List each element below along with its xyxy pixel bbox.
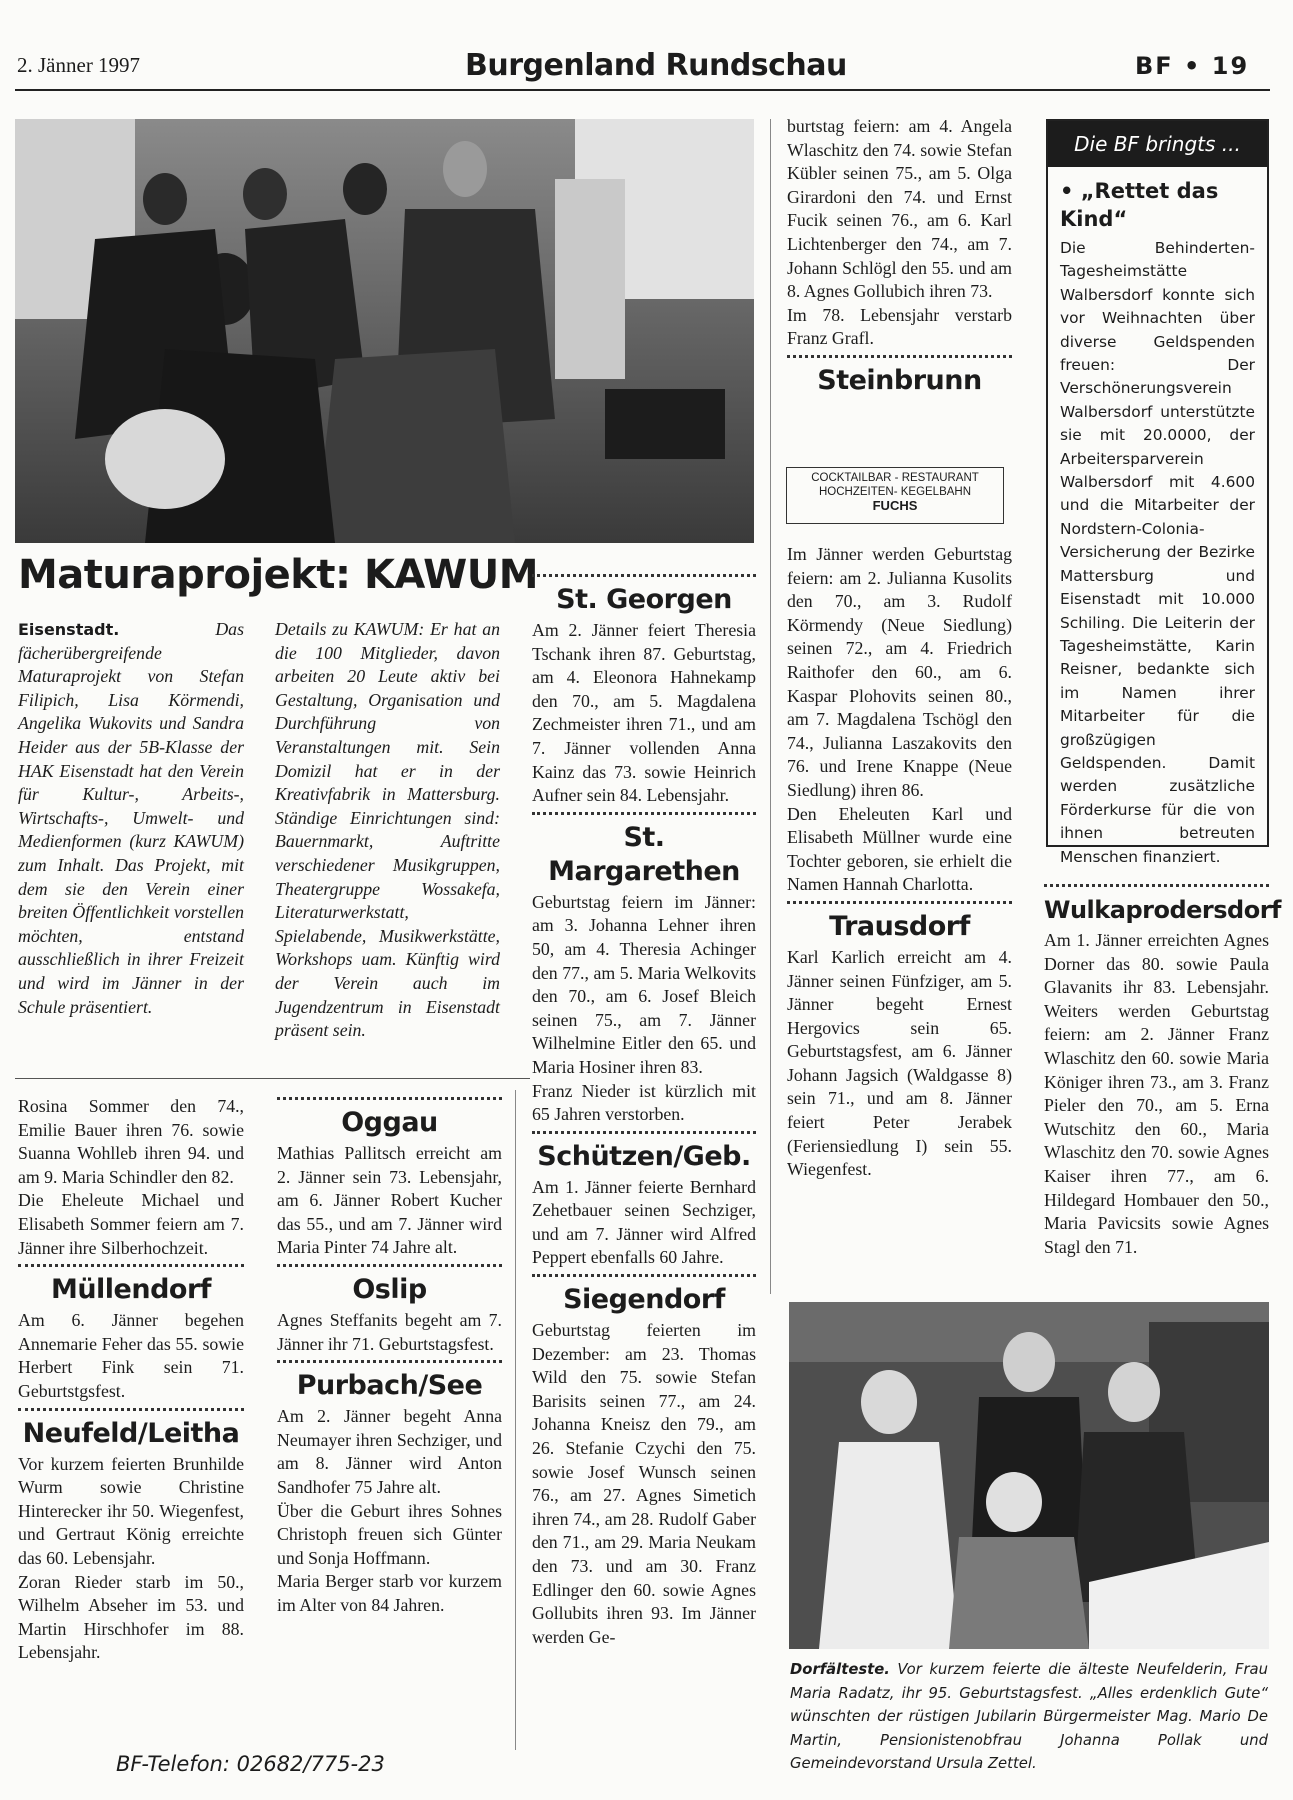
muellendorf-text: Am 6. Jänner begehen Annemarie Feher das 55. sowie Herbert Fink sein 71. Geburtstgsfest.: [18, 1310, 244, 1401]
siegendorf-text: Geburtstag feierten im Dezember: am 23. Thomas Wild den 75. sowie Stefan Barisits seinen 77., am 24. Johanna Kneisz den 79., am 26. Stefanie Czychi den 75. sowie Josef Wunsch seinen 76., am 27. Agnes Simetich ihren 74., am 28. Rudolf Gaber den 71., am 29. Maria Neukam den 73. und am 30. Franz Edlinger den 60. sowie Agnes Gollubits ihren 93. Im Jänner werden Ge-: [532, 1320, 756, 1647]
purbach-text-3: Maria Berger starb vor kurzem im Alter von 84 Jahren.: [277, 1571, 502, 1615]
heading-muellendorf: Müllendorf: [50, 1274, 212, 1306]
column-4: [787, 115, 1012, 400]
kawum-text-2: Details zu KAWUM: Er hat an die 100 Mitglieder, davon arbeiten 20 Leute aktiv bei Gestaltung, Organisation und Durchführung von Veranstaltungen mit. Sein Domizil hat er in der Kreativfabrik in Mattersburg. Ständige Einrichtungen sind: Bauernmarkt, Auftritte verschiedener Musikgruppen, Theatergruppe Wossakefa, Literaturwerkstatt, Spielabende, Musikwerkstätte, Workshops uam. Künftig wird der Verein auch im Jugendzentrum in Eisenstadt präsent sein.: [275, 619, 500, 1041]
steinbrunn-text-2: Den Eheleuten Karl und Elisabeth Müllner wurde eine Tochter geboren, sie erhielt die Namen Hannah Charlotta.: [787, 803, 1012, 895]
steinbrunn-text-1: Im Jänner werden Geburtstag feiern: am 2. Julianna Kusolits den 70., am 3. Rudolf Körmendy (Neue Siedlung) seinen 72., am 4. Friedrich Raithofer den 60., am 6. Kaspar Plohovits seinen 80., am 7. Magdalena Tschögl den 74., Julianna Laszakovits den 76. und Irene Knappe (Neue Siedlung) ihren 86.: [787, 544, 1012, 800]
column-4-lower: [787, 543, 1012, 1182]
heading-st-margarethen: St. Margarethen: [548, 821, 740, 887]
col4-obituary: Im 78. Lebensjahr verstarb Franz Grafl.: [787, 304, 1012, 349]
column-1: [18, 1095, 244, 1665]
page-number: BF • 19: [1135, 52, 1250, 80]
heading-trausdorf: Trausdorf: [829, 910, 970, 942]
column-2: [277, 1095, 502, 1618]
kawum-headline: Maturaprojekt: KAWUM: [18, 552, 538, 598]
st-georgen-text: Am 2. Jänner feiert Theresia Tschank ihren 87. Geburtstag, am 4. Eleonora Hahnekamp den 70., am 5. Magdalena Zechmeister ihren 71., und am 7. Jänner vollenden Anna Kainz das 73. sowie Heinrich Aufner sein 84. Lebensjahr.: [532, 620, 756, 806]
neufeld-text-2: Zoran Rieder starb im 50., Wilhelm Abseher im 53. und Martin Hirschhofer im 88. Lebensjahr.: [18, 1571, 244, 1663]
ad-line-3: FUCHS: [872, 498, 918, 513]
kawum-text-1: Das fächerübergreifende Maturaprojekt von Stefan Filipich, Lisa Körmendi, Angelika Wukovits und Sandra Heider aus der 5B-Klasse der HAK Eisenstadt hat den Verein für Kultur-, Arbeits-, Wirtschafts-, Umwelt- und Medienformen (kurz KAWUM) zum Inhalt. Das Projekt, mit dem sie den Verein einer breiten Öffentlichkeit vorstellen möchten, entstand ausschließlich in ihrer Freizeit und wird im Jänner in der Schule präsentiert.: [18, 619, 244, 1017]
heading-neufeld: Neufeld/Leitha: [22, 1417, 240, 1449]
kawum-photo: [15, 119, 754, 543]
box-heading: Die BF bringts ...: [1048, 121, 1267, 167]
divider: [532, 1274, 756, 1277]
heading-st-georgen: St. Georgen: [556, 584, 732, 615]
divider: [787, 355, 1012, 358]
heading-siegendorf: Siegendorf: [563, 1284, 725, 1316]
heading-steinbrunn: Steinbrunn: [817, 364, 982, 396]
column-3: [532, 570, 756, 1649]
kawum-photo-graphic: [15, 119, 754, 543]
divider: [532, 1131, 756, 1134]
box-text: Die Behinderten-Tagesheimstätte Walbersdorf konnte sich vor Weihnachten über diverse Geldspenden freuen: Der Verschönerungsverein Walbersdorf unterstützte sie mit 20.0000, der Arbeitersparverein Walbersdorf mit 4.600 und die Mitarbeiter der Nordstern-Colonia-Versicherung der Bezirke Mattersburg und Eisenstadt mit 10.000 Schiling. Die Leiterin der Tagesheimstätte, Karin Reisner, bedankte sich im Namen ihrer Mitarbeiter für die großzügigen Geldspenden. Damit werden zusätzliche Förderkurse für die von ihnen betreuten Menschen finanziert.: [1060, 239, 1255, 866]
ad-line-2: HOCHZEITEN- KEGELBAHN: [818, 486, 972, 498]
st-margarethen-text-1: Geburtstag feiern im Jänner: am 3. Johanna Lehner ihren 50, am 4. Theresia Achinger den 77., am 5. Maria Welkovits den 70., am 6. Josef Bleich seinen 75., am 7. Jänner Wilhelmine Eitler den 65. und Maria Hosiner ihren 83.: [532, 891, 756, 1077]
divider: [277, 1097, 502, 1100]
caption-text: Vor kurzem feierte die älteste Neufelderin, Frau Maria Radatz, ihr 95. Geburtstagsfest. „Alles erdenklich Gute“ wünschten der rüstigen Jubilarin Bürgermeister Mag. Mario De Martin, Pensionistenobfrau Johanna Pollak und Gemeindevorstand Ursula Zettel.: [790, 1661, 1268, 1772]
fuchs-advertisement: [786, 467, 1004, 524]
kawum-column-2: [275, 618, 500, 1043]
divider: [532, 574, 756, 577]
heading-oggau: Oggau: [341, 1107, 438, 1138]
heading-wulkaprodersdorf: Wulkaprodersdorf: [1044, 896, 1281, 924]
heading-purbach: Purbach/See: [296, 1370, 483, 1402]
divider: [532, 812, 756, 815]
purbach-text-2: Über die Geburt ihres Sohnes Christoph freuen sich Günter und Sonja Hoffmann.: [277, 1500, 502, 1568]
dorfaelteste-photo: [789, 1302, 1269, 1649]
purbach-text-1: Am 2. Jänner begeht Anna Neumayer ihren Sechziger, und am 8. Jänner wird Anton Sandhofer 75 Jahre alt.: [277, 1406, 502, 1497]
column-rule: [770, 119, 771, 1294]
divider: [277, 1264, 502, 1267]
divider: [277, 1360, 502, 1363]
oggau-text: Mathias Pallitsch erreicht am 2. Jänner sein 73. Lebensjahr, am 6. Jänner Robert Kucher das 55., und am 7. Jänner wird Maria Pinter 74 Jahre alt.: [277, 1143, 502, 1258]
column-rule: [515, 1090, 516, 1750]
col1-intro-2: Die Eheleute Michael und Elisabeth Sommer feiern am 7. Jänner ihre Silberhochzeit.: [18, 1190, 244, 1258]
bf-bringts-box: [1046, 119, 1269, 866]
ad-line-1: COCKTAILBAR - RESTAURANT: [811, 472, 979, 484]
neufeld-text-1: Vor kurzem feierten Brunhilde Wurm sowie Christine Hinterecker ihr 50. Wiegenfest, und Gertraut König erreichte das 60. Lebensjahr.: [18, 1453, 244, 1568]
col4-continued-text: burtstag feiern: am 4. Angela Wlaschitz den 74. sowie Stefan Kübler seinen 75., am 5. Olga Girardoni den 74. und Ernst Fucik seinen 76., am 6. Karl Lichtenberger den 74., am 7. Johann Schlögl den 55. und am 8. Agnes Gollubich ihren 73.: [787, 116, 1012, 302]
divider: [18, 1408, 244, 1411]
col1-intro-1: Rosina Sommer den 74., Emilie Bauer ihren 76. sowie Suanna Wohlleb ihren 94. und am 9. Maria Schindler den 82.: [18, 1096, 244, 1187]
st-margarethen-text-2: Franz Nieder ist kürzlich mit 65 Jahren verstorben.: [532, 1080, 756, 1125]
wulkaprodersdorf-text: Am 1. Jänner erreichten Agnes Dorner das 80. sowie Paula Glavanits ihr 83. Lebensjahr. Weiters werden Geburtstag feiern: am 2. Jänner Franz Wlaschitz den 60. sowie Maria Königer ihren 73., am 3. Franz Pieler den 70., am 5. Erna Wutschitz den 60., Maria Wlaschitz den 70. sowie Agnes Kaiser ihren 77., am 6. Hildegard Hombauer den 50., Maria Pavicsits sowie Agnes Stagl den 71.: [1044, 930, 1269, 1257]
column-5: [1044, 880, 1281, 1259]
photo-caption: [790, 1658, 1268, 1776]
oslip-text: Agnes Steffanits begeht am 7. Jänner ihr 71. Geburtstagsfest.: [277, 1309, 502, 1354]
dorfaelteste-photo-graphic: [789, 1302, 1269, 1649]
box-title: • „Rettet das Kind“: [1060, 179, 1219, 231]
kawum-column-1: [18, 618, 244, 1019]
header-rule: [15, 89, 1270, 91]
issue-date: 2. Jänner 1997: [17, 53, 141, 77]
divider: [1044, 884, 1269, 887]
newspaper-title: Burgenland Rundschau: [465, 48, 847, 83]
footer-phone: BF-Telefon: 02682/775-23: [116, 1752, 385, 1776]
trausdorf-text: Karl Karlich erreicht am 4. Jänner seinen Fünfziger, am 5. Jänner begeht Ernest Hergovics sein 65. Geburtstagsfest, am 6. Jänner Johann Jagsich (Waldgasse 8) sein 71., und am 8. Jänner feiert Peter Jerabek (Feriensiedlung I) sein 55. Wiegenfest.: [787, 946, 1012, 1180]
schuetzen-text: Am 1. Jänner feierte Bernhard Zehetbauer seinen Sechziger, und am 7. Jänner wird Alfred Peppert ebenfalls 60 Jahre.: [532, 1176, 756, 1268]
divider: [18, 1264, 244, 1267]
kawum-bottom-rule: [15, 1078, 530, 1079]
kawum-lead-place: Eisenstadt.: [18, 620, 120, 639]
heading-schuetzen: Schützen/Geb.: [537, 1140, 751, 1172]
divider: [787, 901, 1012, 904]
heading-oslip: Oslip: [352, 1273, 427, 1305]
caption-lead: Dorfälteste.: [790, 1661, 890, 1678]
